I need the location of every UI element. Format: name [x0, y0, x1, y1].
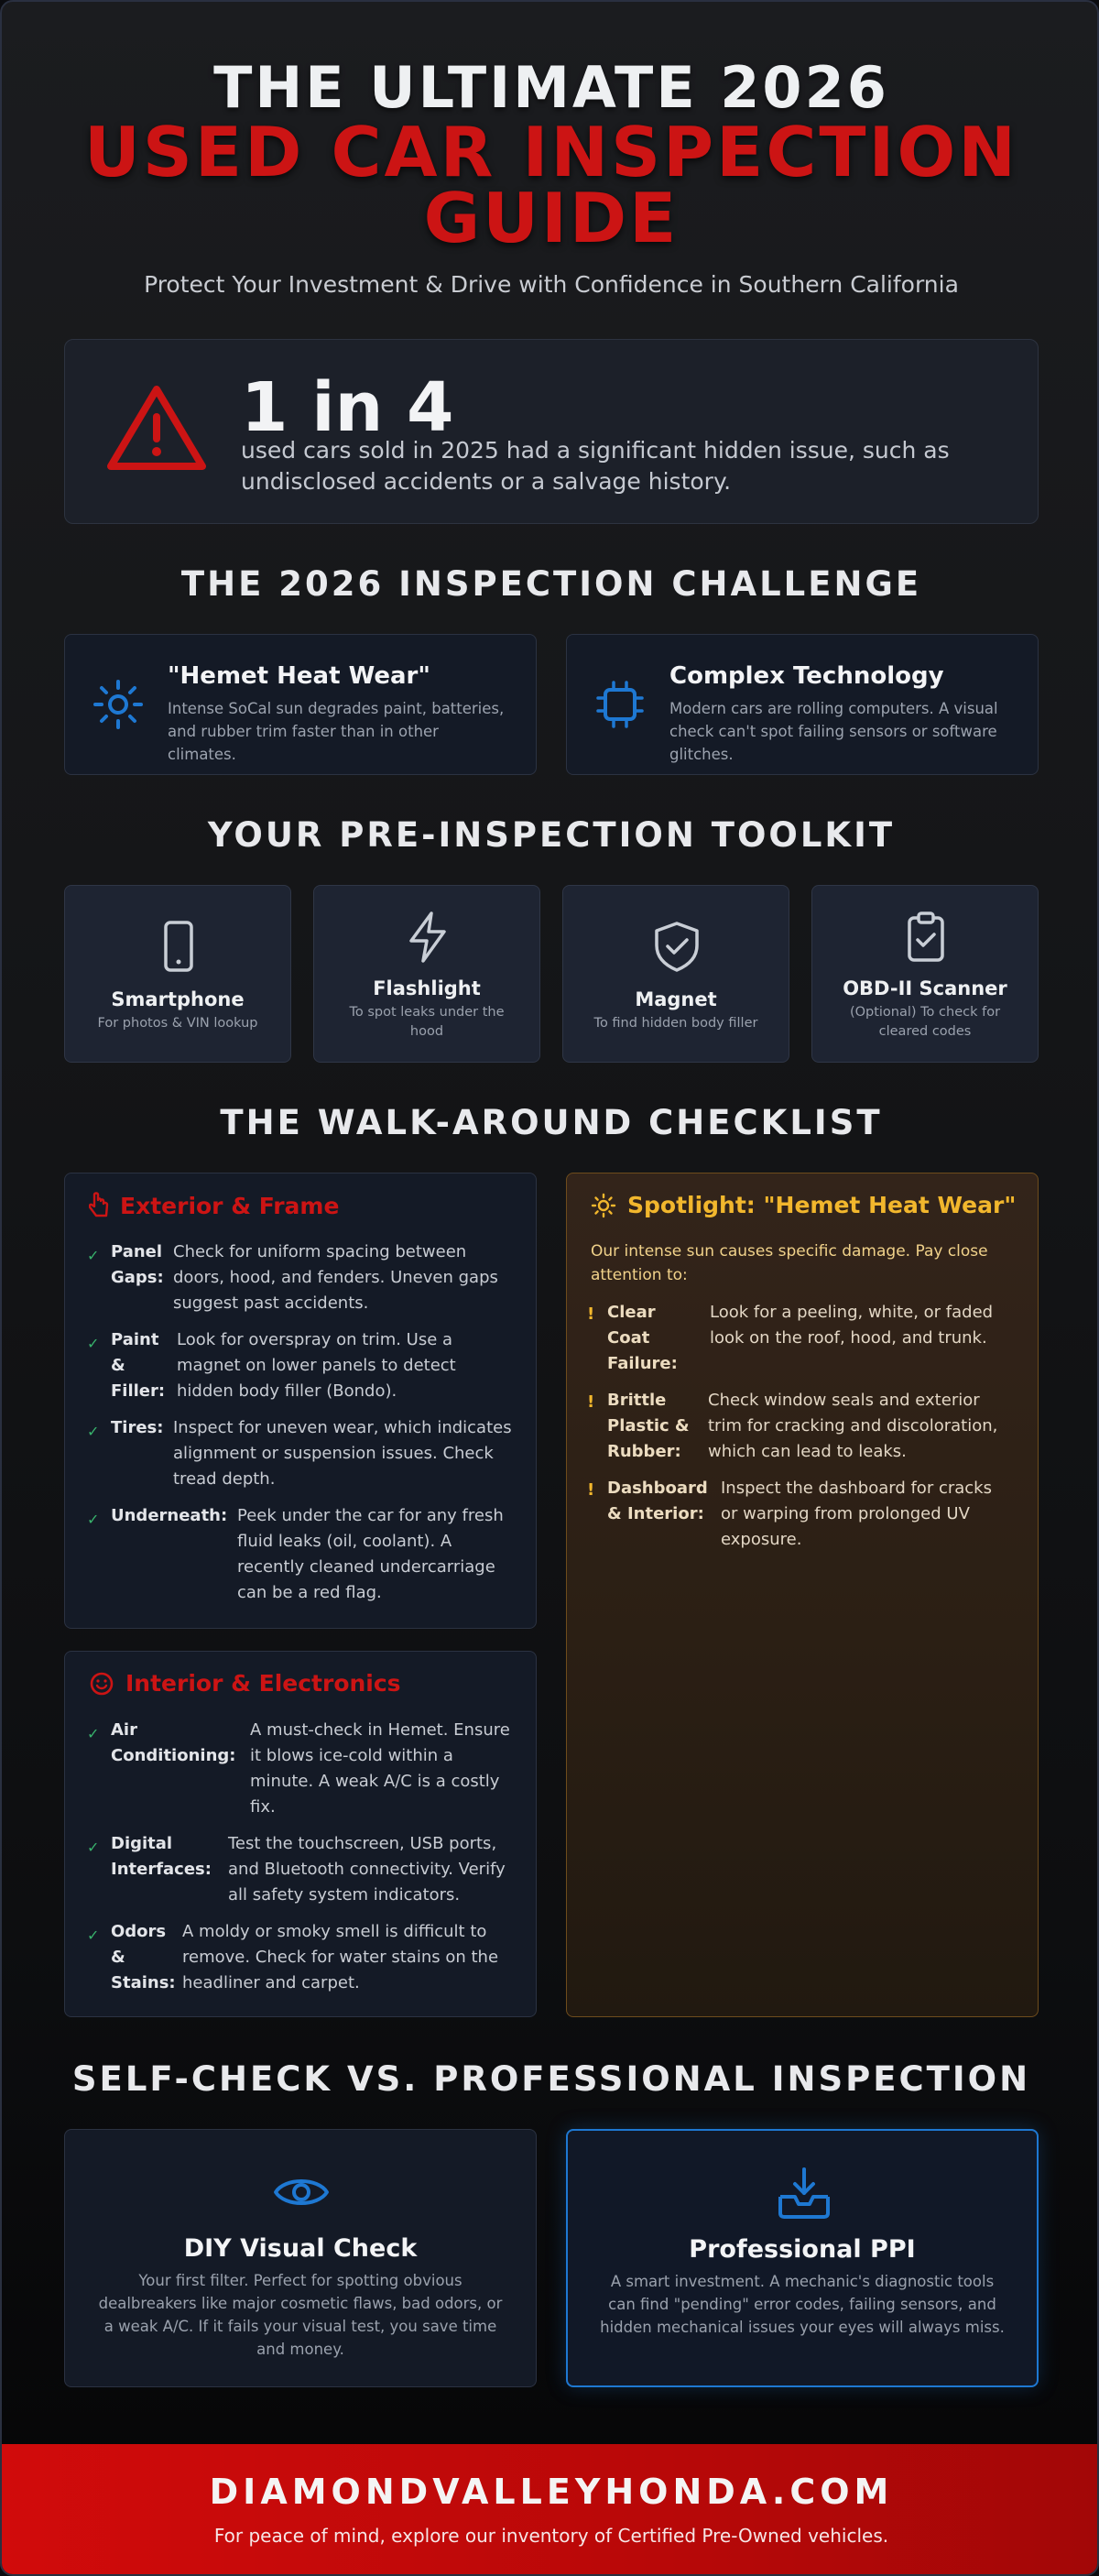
checklist-heading: THE WALK-AROUND CHECKLIST — [220, 1103, 883, 1142]
checklist-item — [87, 1831, 512, 1908]
chip-icon — [593, 677, 647, 732]
spotlight-title — [591, 1192, 1016, 1218]
item-text: Test the touchscreen, USB ports, and Bluetooth connectivity. Verify all safety system indicators. — [228, 1834, 506, 1905]
stat-card — [64, 339, 1039, 524]
spotlight-intro: Our intense sun causes specific damage. Pay close attention to: — [591, 1242, 988, 1284]
tool-card-flashlight — [313, 885, 540, 1063]
challenge-card-text: Intense SoCal sun degrades paint, batteries, and rubber trim faster than in other climates. — [168, 700, 505, 763]
sun-icon — [591, 1193, 616, 1218]
tool-card-smartphone — [64, 885, 291, 1063]
exclamation-icon: ! — [587, 1392, 595, 1412]
title-line-2: USED CAR INSPECTION — [84, 112, 1018, 192]
exclamation-icon: ! — [587, 1304, 595, 1324]
clipboard-check-icon — [898, 910, 953, 965]
tool-card-obd-scanner — [811, 885, 1039, 1063]
tool-desc: To find hidden body filler — [593, 1016, 758, 1031]
tool-name: Flashlight — [373, 977, 481, 999]
exterior-panel-title — [89, 1192, 339, 1219]
tool-desc: For photos & VIN lookup — [97, 1016, 258, 1031]
diy-title: DIY Visual Check — [183, 2234, 418, 2263]
diy-card — [64, 2129, 537, 2387]
toolkit-heading: YOUR PRE-INSPECTION TOOLKIT — [207, 815, 896, 855]
eye-icon — [272, 2163, 331, 2221]
item-label: Digital Interfaces: — [111, 1834, 212, 1879]
item-label: Air Conditioning: — [111, 1720, 236, 1765]
hand-pointer-icon — [89, 1192, 109, 1219]
inbox-download-icon — [775, 2164, 833, 2222]
exterior-panel — [64, 1173, 537, 1629]
checklist-item — [87, 1415, 512, 1492]
pro-card — [566, 2129, 1039, 2387]
flashlight-icon — [400, 910, 455, 965]
item-label: Brittle Plastic & Rubber: — [607, 1391, 690, 1461]
item-label: Underneath: — [111, 1506, 228, 1525]
smile-icon — [89, 1671, 114, 1697]
check-icon: ✓ — [87, 1839, 100, 1856]
stat-description: used cars sold in 2025 had a significant hidden issue, such as undisclosed accidents or a salvage history. — [241, 437, 950, 495]
item-label: Paint & Filler: — [111, 1330, 166, 1401]
footer-banner — [2, 2444, 1099, 2576]
item-text: Peek under the car for any fresh fluid leaks (oil, coolant). A recently cleaned undercarriage can be a red flag. — [237, 1506, 504, 1602]
smartphone-icon — [151, 919, 206, 974]
item-label: Clear Coat Failure: — [607, 1303, 678, 1373]
footer-text: For peace of mind, explore our inventory of Certified Pre-Owned vehicles. — [213, 2525, 889, 2547]
footer-url-link[interactable]: DIAMONDVALLEYHONDA.COM — [209, 2472, 894, 2512]
spotlight-title-text: Spotlight: "Hemet Heat Wear" — [627, 1192, 1017, 1218]
item-text: Check for uniform spacing between doors, hood, and fenders. Uneven gaps suggest past accidents. — [173, 1242, 498, 1313]
pro-title: Professional PPI — [689, 2235, 916, 2264]
pro-text: A smart investment. A mechanic's diagnostic tools can find "pending" error codes, failing sensors, and hidden mechanical issues your eyes will always miss. — [600, 2273, 1005, 2336]
item-text: A must-check in Hemet. Ensure it blows ice-cold within a minute. A weak A/C is a costly fix. — [250, 1720, 510, 1817]
tool-name: Smartphone — [111, 988, 245, 1010]
check-icon: ✓ — [87, 1247, 100, 1264]
checklist-item — [87, 1503, 512, 1606]
title-line-3: GUIDE — [423, 178, 680, 258]
item-label: Tires: — [111, 1418, 164, 1437]
tool-desc: (Optional) To check for cleared codes — [849, 1005, 1001, 1039]
exclamation-icon: ! — [587, 1480, 595, 1500]
checklist-item — [87, 1327, 512, 1404]
item-text: Look for a peeling, white, or faded look on the roof, hood, and trunk. — [710, 1303, 994, 1348]
item-label: Dashboard & Interior: — [607, 1479, 708, 1523]
spotlight-panel — [566, 1173, 1039, 2017]
interior-panel-title — [89, 1670, 401, 1697]
tool-desc: To spot leaks under the hood — [349, 1005, 505, 1039]
diy-text: Your first filter. Perfect for spotting obvious dealbreakers like major cosmetic flaws, bad odors, or a weak A/C. If it fails your visual test, you save time and money. — [98, 2272, 503, 2358]
checklist-item — [87, 1718, 512, 1820]
check-icon: ✓ — [87, 1725, 100, 1742]
challenge-card-title: Complex Technology — [669, 662, 944, 690]
challenge-card-title: "Hemet Heat Wear" — [168, 662, 430, 690]
stat-value: 1 in 4 — [241, 368, 454, 447]
exterior-title-text: Exterior & Frame — [120, 1192, 340, 1219]
check-icon: ✓ — [87, 1423, 100, 1440]
item-label: Panel Gaps: — [111, 1242, 164, 1287]
check-icon: ✓ — [87, 1335, 100, 1352]
tool-name: Magnet — [635, 988, 717, 1010]
item-text: Inspect for uneven wear, which indicates alignment or suspension issues. Check tread depth. — [173, 1418, 512, 1489]
item-text: Check window seals and exterior trim for cracking and discoloration, which can lead to leaks. — [708, 1391, 998, 1461]
item-text: A moldy or smoky smell is difficult to remove. Check for water stains on the headliner and carpet. — [182, 1922, 499, 1992]
item-text: Look for overspray on trim. Use a magnet on lower panels to detect hidden body filler (Bondo). — [177, 1330, 456, 1401]
subtitle: Protect Your Investment & Drive with Confidence in Southern California — [144, 271, 959, 298]
item-label: Odors & Stains: — [111, 1922, 176, 1992]
shield-check-icon — [649, 919, 704, 974]
item-text: Inspect the dashboard for cracks or warping from prolonged UV exposure. — [721, 1479, 992, 1549]
sun-icon — [91, 677, 146, 732]
checklist-item — [87, 1919, 512, 1996]
comparison-heading: SELF-CHECK VS. PROFESSIONAL INSPECTION — [71, 2059, 1031, 2099]
challenge-card-text: Modern cars are rolling computers. A visual check can't spot failing sensors or software glitches. — [669, 700, 998, 763]
tool-card-magnet — [562, 885, 789, 1063]
check-icon: ✓ — [87, 1927, 100, 1944]
spotlight-item — [587, 1388, 1014, 1465]
tool-name: OBD-II Scanner — [843, 977, 1007, 999]
check-icon: ✓ — [87, 1511, 100, 1528]
checklist-item — [87, 1239, 512, 1316]
challenge-card-tech — [566, 634, 1039, 775]
title-line-1: THE ULTIMATE 2026 — [213, 54, 889, 121]
challenge-heading: THE 2026 INSPECTION CHALLENGE — [180, 564, 922, 604]
interior-title-text: Interior & Electronics — [125, 1670, 401, 1697]
spotlight-item — [587, 1476, 1014, 1553]
spotlight-item — [587, 1300, 1014, 1377]
header — [2, 54, 1099, 298]
challenge-card-heat — [64, 634, 537, 775]
interior-panel — [64, 1651, 537, 2017]
warning-triangle-icon — [105, 382, 208, 474]
